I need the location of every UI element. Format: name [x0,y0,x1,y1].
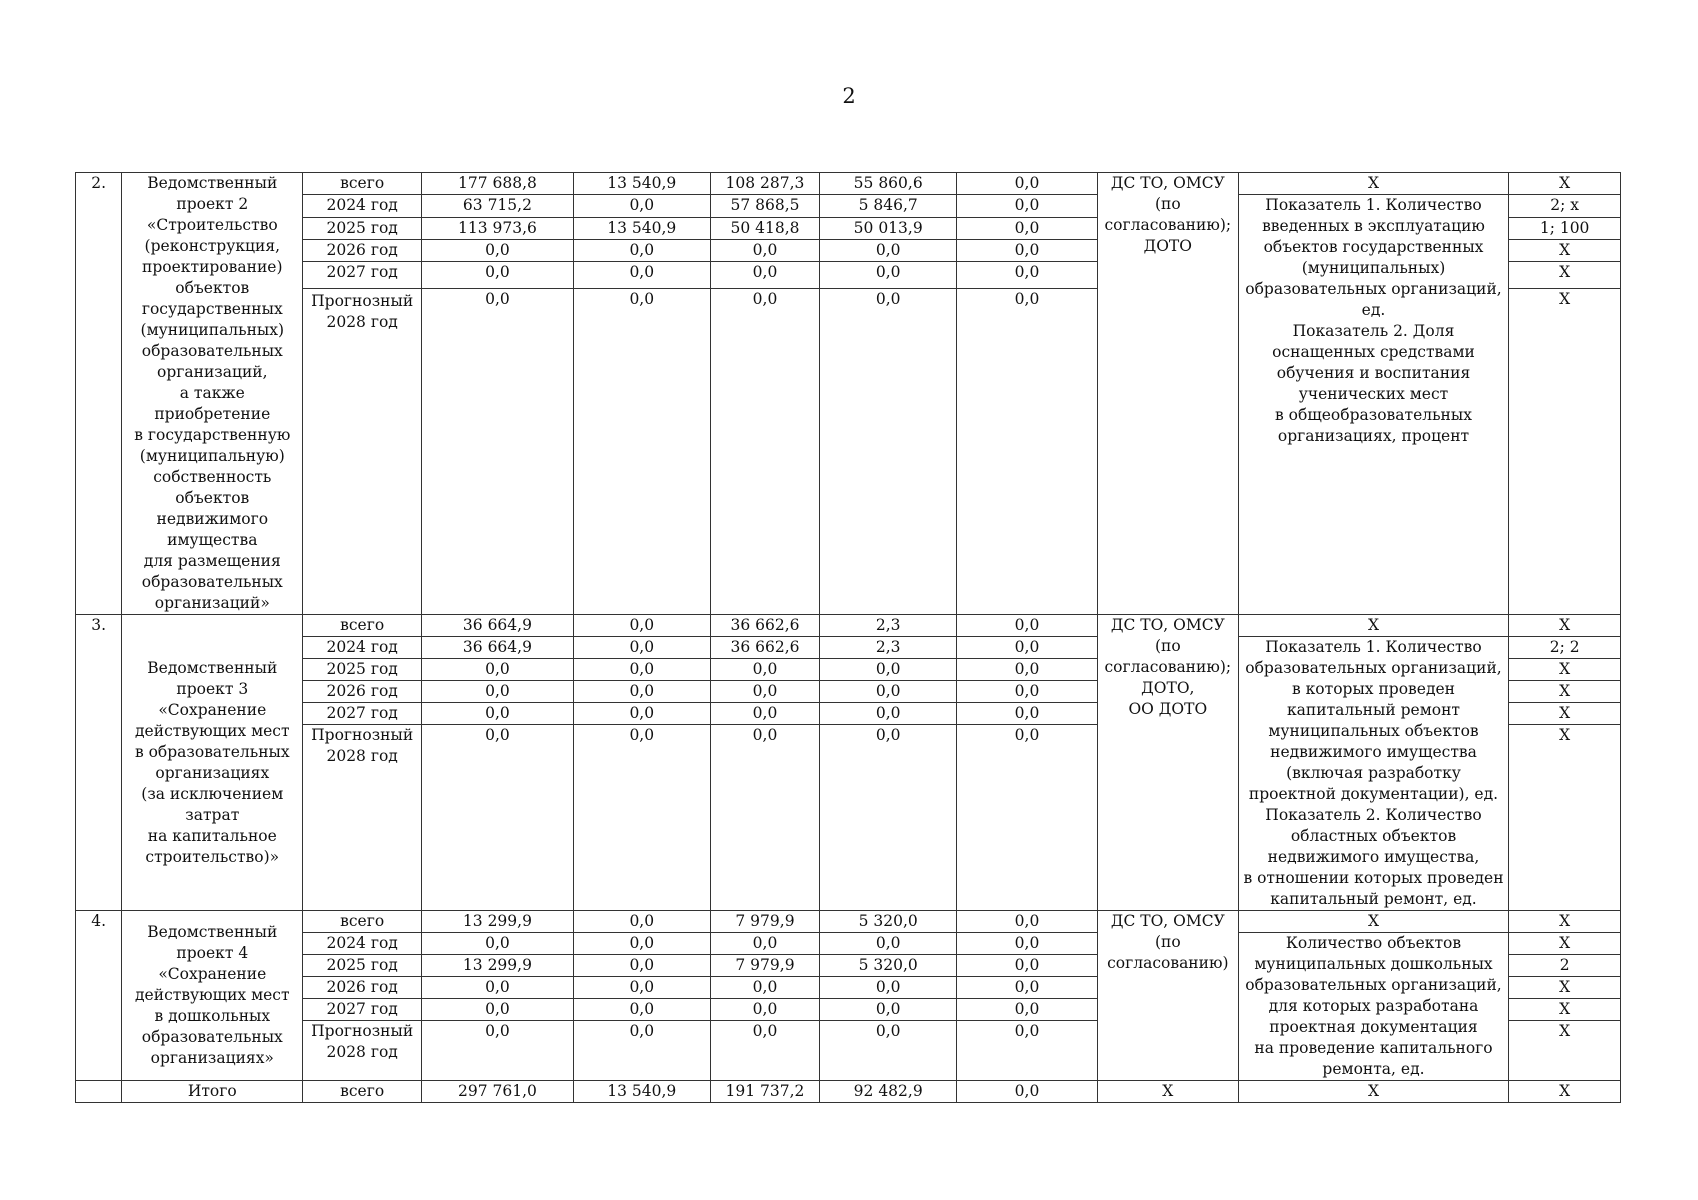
amount-other: 0,0 [957,218,1098,240]
period-label: всего [303,173,422,195]
amount-local: 92 482,9 [820,1081,957,1103]
amount-federal: 0,0 [573,725,710,911]
amount-total: 13 299,9 [422,955,574,977]
amount-regional: 50 418,8 [710,218,820,240]
amount-local: 0,0 [820,977,957,999]
amount-total: 0,0 [422,1021,574,1081]
indicator-text: Количество объектов муниципальных дошкольных образовательных организаций, для которых разработана проектная документация на проведение капитального ремонта, ед. [1238,933,1509,1081]
period-label: Прогнозный 2028 год [303,1021,422,1081]
period-label: всего [303,911,422,933]
amount-other: 0,0 [957,977,1098,999]
period-label: всего [303,1081,422,1103]
period-label: 2027 год [303,703,422,725]
amount-total: 0,0 [422,703,574,725]
indicator-value: 2; х [1509,195,1621,218]
executor: Х [1097,1081,1238,1103]
indicator-value: Х [1509,911,1621,933]
amount-total: 63 715,2 [422,195,574,218]
amount-total: 0,0 [422,240,574,262]
indicator-value: 2 [1509,955,1621,977]
indicator-x: Х [1238,173,1509,195]
indicator-x: Х [1238,911,1509,933]
amount-other: 0,0 [957,999,1098,1021]
amount-other: 0,0 [957,173,1098,195]
period-label: 2026 год [303,681,422,703]
indicator-value: Х [1509,725,1621,911]
amount-other: 0,0 [957,911,1098,933]
project-name: Ведомственный проект 4 «Сохранение действующих мест в дошкольных образовательных организациях» [122,911,303,1081]
indicator-x: Х [1238,615,1509,637]
project-name: Ведомственный проект 2 «Строительство (реконструкция, проектирование) объектов государственных (муниципальных) образовательных организаций, а также приобретение в государственную (муниципальную) собственность объектов недвижимого имущества для размещения образовательных организаций» [122,173,303,615]
indicator-value: Х [1509,977,1621,999]
amount-regional: 0,0 [710,289,820,615]
indicator-text: Показатель 1. Количество введенных в эксплуатацию объектов государственных (муниципальных) образовательных организаций, ед. Показатель 2. Доля оснащенных средствами обучения и воспитания ученических мест в общеобразовательных организациях, процент [1238,195,1509,615]
indicator-text: Показатель 1. Количество образовательных организаций, в которых проведен капитальный ремонт муниципальных объектов недвижимого имущества (включая разработку проектной документации), ед. Показатель 2. Количество областных объектов недвижимого имущества, в отношении которых проведен капитальный ремонт, ед. [1238,637,1509,911]
amount-total: 0,0 [422,933,574,955]
amount-other: 0,0 [957,681,1098,703]
amount-regional: 0,0 [710,659,820,681]
amount-total: 0,0 [422,681,574,703]
amount-total: 0,0 [422,659,574,681]
executor: ДС ТО, ОМСУ (по согласованию); ДОТО, ОО ДОТО [1097,615,1238,911]
table-row [76,637,1621,659]
amount-federal: 0,0 [573,911,710,933]
amount-other: 0,0 [957,703,1098,725]
indicator-value: Х [1509,999,1621,1021]
amount-local: 55 860,6 [820,173,957,195]
total-label: Итого [122,1081,303,1103]
amount-federal: 0,0 [573,999,710,1021]
amount-regional: 0,0 [710,703,820,725]
amount-other: 0,0 [957,933,1098,955]
period-label: 2026 год [303,977,422,999]
amount-federal: 0,0 [573,977,710,999]
amount-federal: 0,0 [573,637,710,659]
amount-federal: 13 540,9 [573,218,710,240]
period-label: 2024 год [303,637,422,659]
amount-total: 177 688,8 [422,173,574,195]
indicator-value: Х [1509,1081,1621,1103]
amount-federal: 13 540,9 [573,1081,710,1103]
amount-federal: 0,0 [573,262,710,289]
indicator-value: 1; 100 [1509,218,1621,240]
amount-regional: 0,0 [710,999,820,1021]
indicator-value: Х [1509,1021,1621,1081]
amount-local: 0,0 [820,933,957,955]
indicator-value: Х [1509,240,1621,262]
indicator-value: Х [1509,933,1621,955]
amount-federal: 0,0 [573,615,710,637]
amount-regional: 0,0 [710,681,820,703]
amount-regional: 57 868,5 [710,195,820,218]
amount-regional: 36 662,6 [710,615,820,637]
amount-total: 297 761,0 [422,1081,574,1103]
indicator-value: Х [1509,659,1621,681]
amount-regional: 0,0 [710,240,820,262]
period-label: 2027 год [303,262,422,289]
amount-other: 0,0 [957,725,1098,911]
amount-local: 5 846,7 [820,195,957,218]
row-number [76,1081,122,1103]
amount-local: 50 013,9 [820,218,957,240]
amount-federal: 0,0 [573,955,710,977]
amount-total: 0,0 [422,725,574,911]
row-number: 2. [76,173,122,615]
amount-regional: 0,0 [710,977,820,999]
amount-other: 0,0 [957,240,1098,262]
indicator-value: Х [1509,173,1621,195]
row-number: 4. [76,911,122,1081]
amount-local: 0,0 [820,703,957,725]
amount-total: 13 299,9 [422,911,574,933]
period-label: 2024 год [303,195,422,218]
amount-local: 0,0 [820,659,957,681]
page-number: 2 [842,84,856,108]
amount-local: 0,0 [820,725,957,911]
amount-federal: 0,0 [573,1021,710,1081]
amount-other: 0,0 [957,289,1098,615]
amount-local: 0,0 [820,262,957,289]
executor: ДС ТО, ОМСУ (по согласованию) [1097,911,1238,1081]
period-label: 2026 год [303,240,422,262]
period-label: Прогнозный 2028 год [303,289,422,615]
amount-regional: 7 979,9 [710,955,820,977]
indicator-value: Х [1509,703,1621,725]
amount-local: 0,0 [820,240,957,262]
amount-regional: 0,0 [710,933,820,955]
amount-federal: 0,0 [573,703,710,725]
amount-total: 0,0 [422,977,574,999]
amount-regional: 191 737,2 [710,1081,820,1103]
amount-federal: 0,0 [573,195,710,218]
amount-total: 0,0 [422,262,574,289]
period-label: Прогнозный 2028 год [303,725,422,911]
amount-total: 0,0 [422,999,574,1021]
amount-local: 2,3 [820,637,957,659]
amount-total: 0,0 [422,289,574,615]
amount-regional: 7 979,9 [710,911,820,933]
amount-federal: 0,0 [573,289,710,615]
amount-other: 0,0 [957,195,1098,218]
amount-total: 36 664,9 [422,637,574,659]
indicator-value: 2; 2 [1509,637,1621,659]
amount-federal: 0,0 [573,933,710,955]
period-label: 2027 год [303,999,422,1021]
amount-local: 2,3 [820,615,957,637]
row-number: 3. [76,615,122,911]
indicator-text: Х [1238,1081,1509,1103]
amount-local: 0,0 [820,289,957,615]
amount-total: 113 973,6 [422,218,574,240]
program-table [75,172,1621,1103]
amount-federal: 0,0 [573,681,710,703]
amount-regional: 0,0 [710,1021,820,1081]
amount-total: 36 664,9 [422,615,574,637]
amount-local: 0,0 [820,1021,957,1081]
indicator-value: Х [1509,615,1621,637]
executor: ДС ТО, ОМСУ (по согласованию); ДОТО [1097,173,1238,615]
table-row [76,195,1621,218]
total-row [76,1081,1621,1103]
amount-regional: 0,0 [710,262,820,289]
amount-local: 0,0 [820,999,957,1021]
amount-other: 0,0 [957,1081,1098,1103]
period-label: всего [303,615,422,637]
table-row [76,911,1621,933]
amount-regional: 108 287,3 [710,173,820,195]
period-label: 2025 год [303,955,422,977]
period-label: 2024 год [303,933,422,955]
period-label: 2025 год [303,218,422,240]
project-name: Ведомственный проект 3 «Сохранение действующих мест в образовательных организациях (за исключением затрат на капитальное строительство)» [122,615,303,911]
amount-other: 0,0 [957,659,1098,681]
amount-other: 0,0 [957,955,1098,977]
amount-federal: 0,0 [573,240,710,262]
indicator-value: Х [1509,681,1621,703]
amount-local: 5 320,0 [820,911,957,933]
amount-other: 0,0 [957,615,1098,637]
indicator-value: Х [1509,289,1621,615]
amount-federal: 13 540,9 [573,173,710,195]
amount-regional: 0,0 [710,725,820,911]
amount-other: 0,0 [957,262,1098,289]
table-row [76,933,1621,955]
table-row [76,615,1621,637]
amount-regional: 36 662,6 [710,637,820,659]
amount-local: 5 320,0 [820,955,957,977]
amount-federal: 0,0 [573,659,710,681]
amount-local: 0,0 [820,681,957,703]
amount-other: 0,0 [957,637,1098,659]
amount-other: 0,0 [957,1021,1098,1081]
table-row [76,173,1621,195]
period-label: 2025 год [303,659,422,681]
indicator-value: Х [1509,262,1621,289]
